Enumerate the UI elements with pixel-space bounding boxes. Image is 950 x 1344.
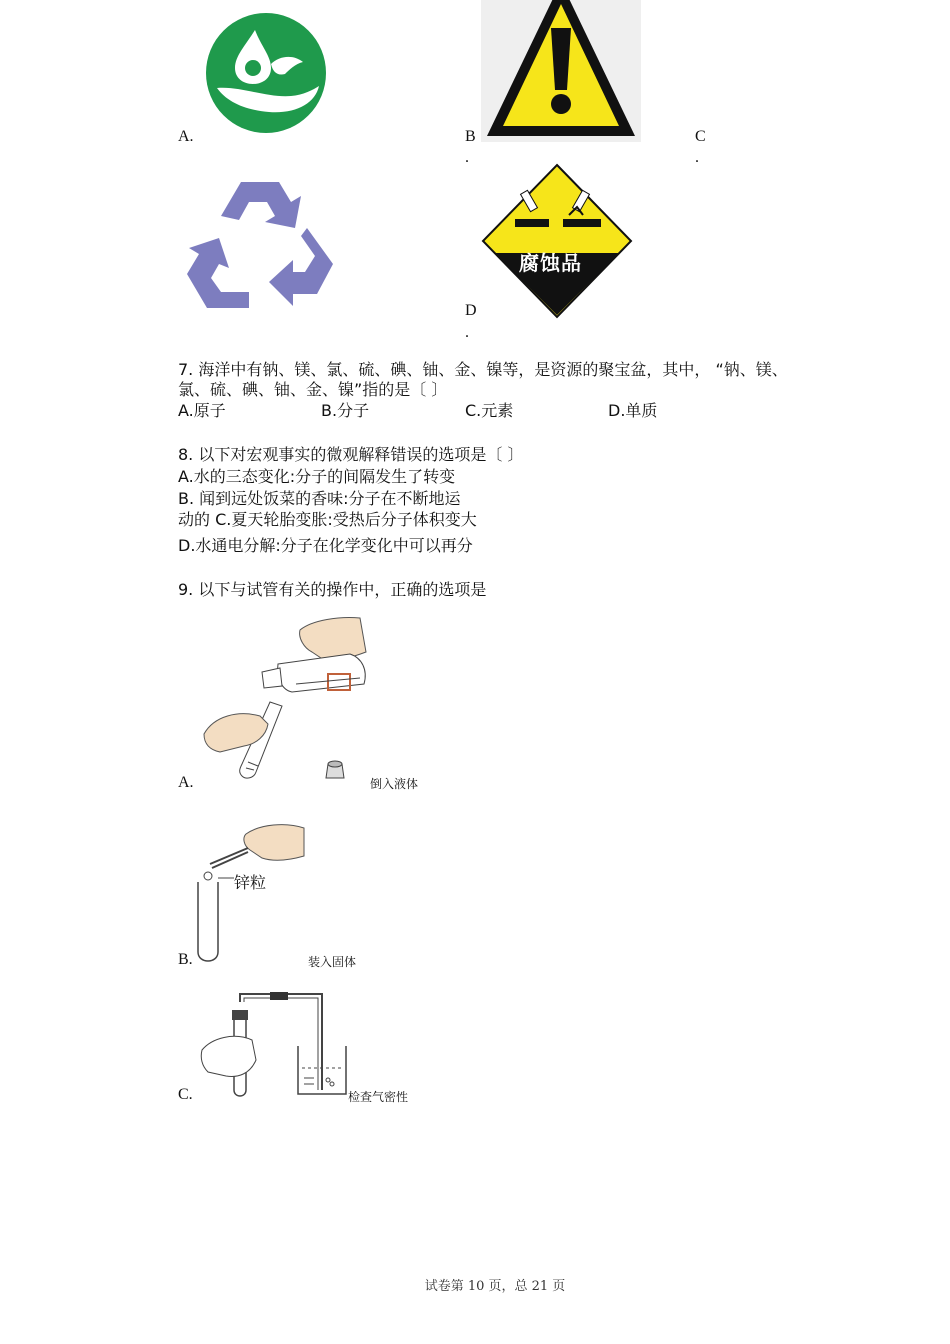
option-c-dot: . — [695, 149, 699, 166]
option-d-label: D — [465, 302, 477, 319]
q9-caption-b: 装入固体 — [308, 955, 357, 969]
q9-caption-c: 检查气密性 — [348, 1090, 409, 1104]
q7-option-d: D.单质 — [608, 401, 658, 420]
q8-option-a: A.水的三态变化:分子的间隔发生了转变 — [178, 467, 456, 486]
q8-option-bc: 动的 C.夏天轮胎变胀:受热后分子体积变大 — [178, 510, 477, 529]
q9-option-a-label: A. — [178, 774, 194, 791]
corrosive-text: 腐蚀品 — [519, 251, 582, 275]
pouring-liquid-illustration — [200, 612, 375, 787]
q7-option-a: A.原子 — [178, 401, 226, 420]
q8-option-b: B. 闻到远处饭菜的香味:分子在不断地运 — [178, 489, 461, 508]
option-b-dot: . — [465, 149, 469, 166]
zinc-label: 锌粒 — [234, 873, 267, 892]
option-d-dot: . — [465, 324, 469, 341]
q9-option-c-label: C. — [178, 1086, 193, 1103]
water-saving-emblem — [205, 12, 327, 134]
q7-option-c: C.元素 — [465, 401, 514, 420]
q8-option-d: D.水通电分解:分子在化学变化中可以再分 — [178, 536, 473, 555]
page-footer: 试卷第 10 页，总 21 页 — [424, 1279, 566, 1294]
airtightness-check-illustration — [198, 990, 353, 1100]
corrosive-sign — [481, 163, 633, 319]
recycle-icon — [183, 176, 337, 314]
q9-stem: 9. 以下与试管有关的操作中，正确的选项是 — [178, 580, 487, 599]
q8-stem: 8. 以下对宏观事实的微观解释错误的选项是〔 〕 — [178, 445, 524, 464]
option-a-label: A. — [178, 128, 194, 145]
warning-sign-icon — [481, 0, 641, 142]
option-c-label: C — [695, 128, 706, 145]
q7-stem-line2: 氯、硫、碘、铀、金、镍”指的是〔 〕 — [178, 380, 448, 399]
q7-stem-line1: 7. 海洋中有钠、镁、氯、硫、碘、铀、金、镍等，是资源的聚宝盆，其中， “钠、镁、 — [178, 360, 788, 379]
q9-option-b-label: B. — [178, 951, 193, 968]
q7-option-b: B.分子 — [321, 401, 370, 420]
q9-caption-a: 倒入液体 — [370, 777, 419, 791]
option-b-label: B — [465, 128, 476, 145]
